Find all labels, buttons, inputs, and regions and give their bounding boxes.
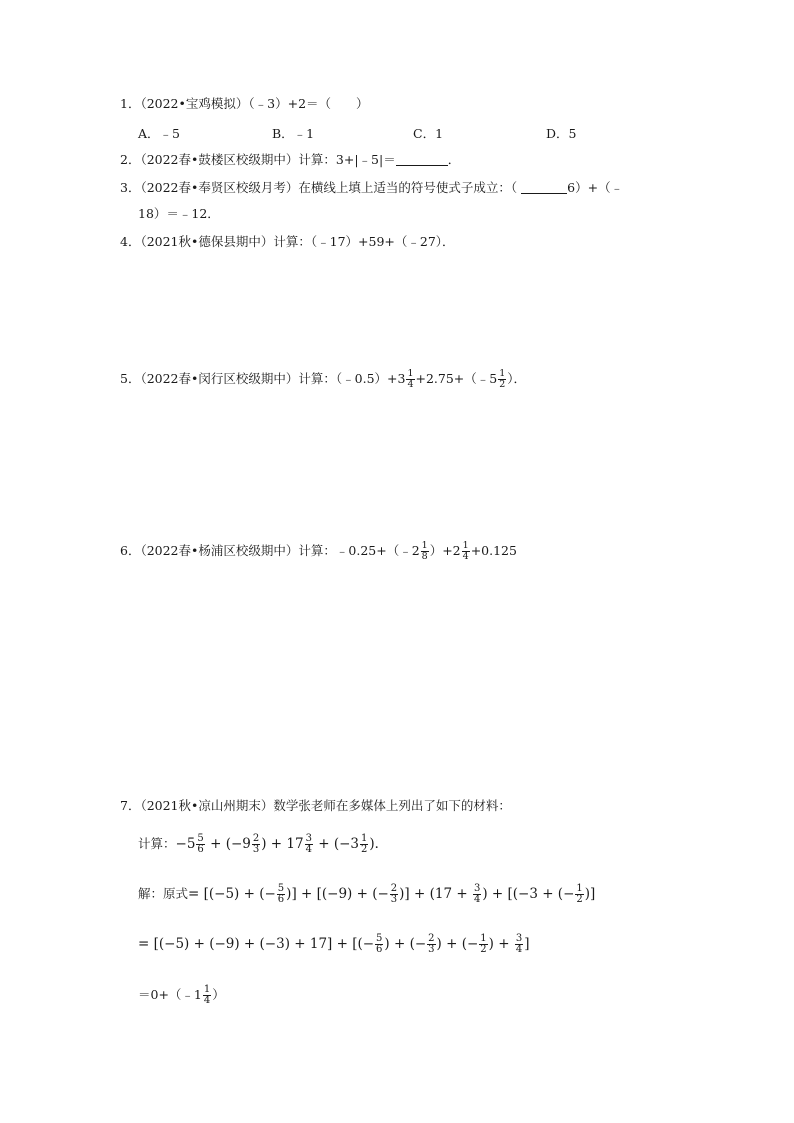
question-source: （2021秋•凉山州期末）	[140, 798, 274, 813]
question-number: 3．	[120, 180, 141, 195]
question-number: 6．	[120, 543, 141, 558]
question-text: （﹣3）+2＝（ ）	[248, 96, 369, 111]
question-text: 数学张老师在多媒体上列出了如下的材料：	[273, 798, 511, 813]
question-text-2: 6）+（﹣	[567, 180, 624, 195]
question-source: （2021秋•德保县期中）	[140, 234, 274, 249]
fraction: $\frac{1}{2}$	[480, 933, 487, 955]
calc-expression: 计算：−5 $\frac{5}{6}$ + (−9 $\frac{2}{3}$ ) + 17 $\frac{3}{4}$ + (−3 $\frac{1}{2}$ )．	[138, 833, 389, 855]
fraction: $\frac{3}{4}$	[515, 933, 523, 955]
fraction: $\frac{1}{4}$	[407, 368, 414, 390]
question-number: 1．	[120, 96, 141, 111]
question-6: 6．（2022春•杨浦区校级期中）计算：﹣0.25+（﹣2 $\frac{1}{8}$ ）+2 $\frac{1}{4}$ +0.125	[120, 540, 517, 562]
fraction: $\frac{5}{6}$	[277, 883, 285, 905]
fraction: $\frac{1}{2}$	[499, 368, 506, 390]
answer-blank[interactable]	[521, 181, 567, 194]
question-number: 7．	[120, 798, 141, 813]
solution-step-3: ＝0+（﹣1 $\frac{1}{4}$ ）	[138, 984, 225, 1006]
fraction: $\frac{2}{3}$	[428, 933, 435, 955]
question-3	[120, 180, 623, 196]
fraction: $\frac{1}{4}$	[462, 540, 469, 562]
fraction: $\frac{1}{8}$	[421, 540, 428, 562]
question-source: （2022•宝鸡模拟）	[140, 96, 249, 111]
fraction: $\frac{1}{2}$	[576, 883, 583, 905]
question-text: 计算：3+|﹣5|＝	[298, 152, 396, 167]
fraction: $\frac{5}{6}$	[376, 933, 383, 955]
question-2	[120, 152, 460, 168]
fraction: $\frac{5}{6}$	[197, 833, 204, 855]
fraction: $\frac{2}{3}$	[390, 883, 398, 905]
solution-step-1: 解：原式= [(−5) + (− $\frac{5}{6}$ )] + [(−9) + (− $\frac{2}{3}$ )] + (17 + $\frac{3}{4}$ ) + [(−3 + (− $\frac{1}{2}$ )]	[138, 883, 596, 905]
question-3-line-2: 18）＝﹣12．	[138, 206, 220, 221]
option-c[interactable]: C．1	[413, 126, 444, 141]
option-b[interactable]: B．﹣1	[272, 126, 315, 141]
question-4	[120, 234, 455, 250]
question-text: 计算：（﹣17）+59+（﹣27）．	[273, 234, 455, 249]
question-number: 2．	[120, 152, 141, 167]
question-text: 计算：﹣0.25+（﹣2	[298, 543, 420, 558]
fraction: $\frac{3}{4}$	[305, 833, 312, 855]
question-number: 4．	[120, 234, 141, 249]
question-source: （2022春•杨浦区校级期中）	[140, 543, 299, 558]
question-1-options	[138, 124, 698, 140]
solution-step-2: = [(−5) + (−9) + (−3) + 17] + [(− $\frac{5}{6}$ ) + (− $\frac{2}{3}$ ) + (− $\frac{1}{2}$ ) + $\frac{3}{4}$ ]	[138, 933, 530, 955]
option-d[interactable]: D．5	[546, 126, 577, 141]
question-end: ．	[447, 152, 461, 167]
fraction: $\frac{3}{4}$	[473, 883, 481, 905]
question-source: （2022春•鼓楼区校级期中）	[140, 152, 299, 167]
question-7	[120, 798, 511, 814]
question-text: 在横线上填上适当的符号使式子成立：（	[298, 180, 518, 195]
question-number: 5．	[120, 371, 141, 386]
question-1	[120, 96, 369, 112]
question-text: 计算：（﹣0.5）+3	[298, 371, 406, 386]
answer-blank[interactable]	[396, 153, 448, 166]
question-source: （2022春•奉贤区校级月考）	[140, 180, 299, 195]
fraction: $\frac{1}{2}$	[361, 833, 368, 855]
option-a[interactable]: A．﹣5	[138, 126, 180, 141]
fraction: $\frac{2}{3}$	[252, 833, 260, 855]
fraction: $\frac{1}{4}$	[203, 984, 211, 1006]
question-5: 5．（2022春•闵行区校级期中）计算：（﹣0.5）+3 $\frac{1}{4}$ +2.75+（﹣5 $\frac{1}{2}$ ）．	[120, 368, 527, 390]
question-source: （2022春•闵行区校级期中）	[140, 371, 299, 386]
